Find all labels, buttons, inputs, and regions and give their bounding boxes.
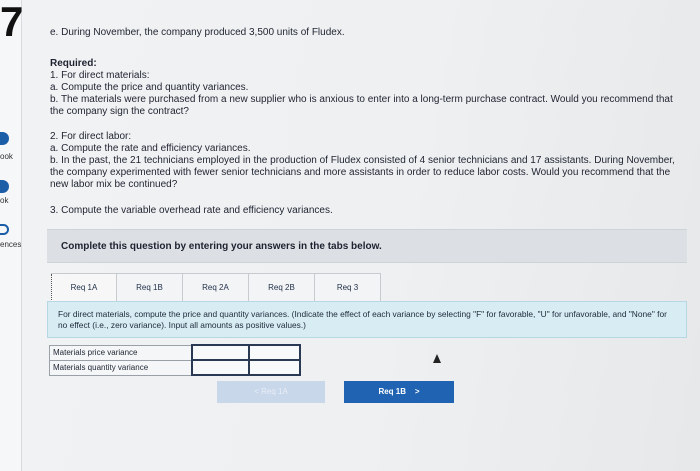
tab-req-3[interactable]: Req 3: [315, 274, 381, 302]
labor-part-b: b. In the past, the 21 technicians employed in the production of Fludex consisted of 4 senior technicians and 17 assistants. During November, the company experimented with fewer senior technicians and more assistants in order to reduce labor costs. Would you recommend that the new labor mix be continued?: [50, 155, 675, 190]
tab-req-2a[interactable]: Req 2A: [183, 274, 249, 302]
materials-quantity-variance-effect-select[interactable]: [249, 360, 300, 375]
materials-part-a: a. Compute the price and quantity variances.: [50, 82, 249, 93]
side-marker-3[interactable]: [0, 224, 9, 235]
materials-price-variance-effect-select[interactable]: [249, 345, 300, 360]
side-marker-2[interactable]: [0, 180, 9, 193]
chevron-right-icon: >: [414, 387, 420, 396]
tab-instruction: For direct materials, compute the price and quantity variances. (Indicate the effect of each variance by selecting "F" for favorable, "U" for unfavorable, and "None" for no effect (i.e., zero variance). Input all amounts as positive values.): [47, 301, 687, 338]
labor-part-a: a. Compute the rate and efficiency variances.: [50, 143, 251, 154]
previous-tab-button[interactable]: [217, 381, 325, 403]
mouse-cursor-icon: [433, 354, 441, 363]
tab-req-2b[interactable]: Req 2B: [249, 274, 315, 302]
page-number: 7: [0, 0, 24, 45]
tab-req-1a[interactable]: Req 1A: [51, 274, 117, 302]
side-label-2[interactable]: ok: [0, 196, 9, 205]
side-panel: [0, 0, 22, 471]
materials-requirements: [50, 70, 675, 118]
chevron-left-icon: <: [254, 387, 259, 396]
overhead-requirement: 3. Compute the variable overhead rate and efficiency variances.: [50, 205, 333, 216]
requirement-tabs: [51, 273, 381, 301]
labor-requirements: [50, 131, 675, 191]
required-title: Required:: [50, 58, 97, 69]
previous-tab-label: Req 1A: [261, 387, 288, 396]
tab-req-1b[interactable]: Req 1B: [117, 274, 183, 302]
materials-price-variance-label: Materials price variance: [50, 345, 193, 360]
banner-text: Complete this question by entering your answers in the tabs below.: [61, 241, 382, 252]
table-row: [50, 360, 301, 375]
next-tab-label: Req 1B: [378, 387, 406, 396]
materials-price-variance-amount-input[interactable]: [192, 345, 249, 360]
next-tab-button[interactable]: [344, 381, 454, 403]
labor-heading: 2. For direct labor:: [50, 131, 132, 142]
instructions-banner: [47, 229, 687, 263]
materials-heading: 1. For direct materials:: [50, 70, 150, 81]
side-marker-1[interactable]: [0, 132, 9, 145]
table-row: [50, 345, 301, 360]
materials-quantity-variance-amount-input[interactable]: [192, 360, 249, 375]
question-intro: e. During November, the company produced 3,500 units of Fludex.: [50, 27, 345, 38]
materials-quantity-variance-label: Materials quantity variance: [50, 360, 193, 375]
materials-part-b: b. The materials were purchased from a new supplier who is anxious to enter into a long-term purchase contract. Would you recommend that the company sign the contract?: [50, 94, 673, 117]
side-label-1[interactable]: ook: [0, 152, 13, 161]
side-label-3[interactable]: ences: [0, 240, 22, 249]
variance-table: [49, 344, 301, 376]
